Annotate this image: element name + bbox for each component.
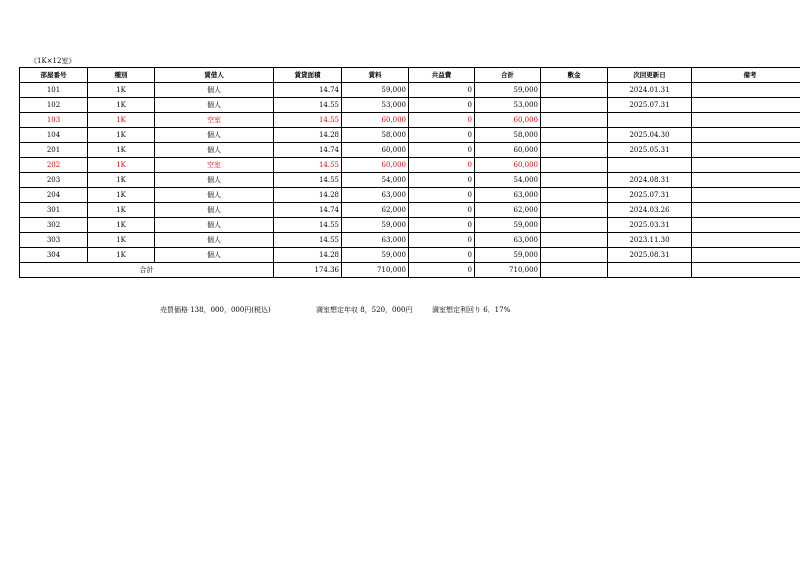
totals-remarks — [692, 263, 800, 278]
cell-room-no: 102 — [20, 98, 88, 113]
cell-remarks — [692, 98, 800, 113]
cell-room-no: 301 — [20, 203, 88, 218]
cell-total: 63,000 — [475, 188, 541, 203]
cell-rent: 58,000 — [342, 128, 409, 143]
cell-rent: 59,000 — [342, 248, 409, 263]
cell-common-fee: 0 — [409, 128, 475, 143]
cell-area: 14.28 — [274, 248, 342, 263]
cell-type: 1K — [88, 233, 155, 248]
totals-common-fee: 0 — [409, 263, 475, 278]
cell-remarks — [692, 218, 800, 233]
cell-tenant: 個人 — [155, 128, 274, 143]
cell-tenant: 個人 — [155, 203, 274, 218]
annual-income: 満室想定年収 8，520，000円 — [316, 306, 413, 314]
cell-total: 58,000 — [475, 128, 541, 143]
cell-next-renewal: 2024.01.31 — [608, 83, 692, 98]
cell-remarks — [692, 158, 800, 173]
totals-next-renewal — [608, 263, 692, 278]
cell-common-fee: 0 — [409, 98, 475, 113]
cell-remarks — [692, 188, 800, 203]
table-row — [20, 233, 800, 248]
cell-type: 1K — [88, 218, 155, 233]
header-common-fee: 共益費 — [409, 68, 475, 83]
table-row — [20, 173, 800, 188]
cell-rent: 63,000 — [342, 233, 409, 248]
cell-deposit — [541, 248, 608, 263]
header-next-renewal: 次回更新日 — [608, 68, 692, 83]
cell-rent: 62,000 — [342, 203, 409, 218]
cell-area: 14.74 — [274, 83, 342, 98]
cell-next-renewal: 2025.07.31 — [608, 98, 692, 113]
cell-type: 1K — [88, 173, 155, 188]
cell-next-renewal: 2025.08.31 — [608, 248, 692, 263]
cell-total: 59,000 — [475, 83, 541, 98]
cell-type: 1K — [88, 188, 155, 203]
cell-tenant: 個人 — [155, 188, 274, 203]
table-row — [20, 188, 800, 203]
cell-room-no: 101 — [20, 83, 88, 98]
cell-type: 1K — [88, 128, 155, 143]
cell-rent: 59,000 — [342, 83, 409, 98]
cell-total: 60,000 — [475, 158, 541, 173]
cell-tenant: 個人 — [155, 173, 274, 188]
cell-area: 14.74 — [274, 143, 342, 158]
cell-next-renewal — [608, 158, 692, 173]
cell-deposit — [541, 173, 608, 188]
cell-deposit — [541, 188, 608, 203]
cell-tenant: 個人 — [155, 98, 274, 113]
cell-deposit — [541, 158, 608, 173]
cell-room-no: 204 — [20, 188, 88, 203]
cell-deposit — [541, 233, 608, 248]
cell-area: 14.55 — [274, 218, 342, 233]
cell-type: 1K — [88, 98, 155, 113]
cell-tenant: 個人 — [155, 83, 274, 98]
cell-deposit — [541, 143, 608, 158]
cell-room-no: 302 — [20, 218, 88, 233]
cell-next-renewal: 2025.04.30 — [608, 128, 692, 143]
table-row — [20, 158, 800, 173]
cell-common-fee: 0 — [409, 218, 475, 233]
cell-room-no: 104 — [20, 128, 88, 143]
cell-deposit — [541, 218, 608, 233]
cell-next-renewal: 2025.03.31 — [608, 218, 692, 233]
cell-total: 54,000 — [475, 173, 541, 188]
cell-area: 14.28 — [274, 128, 342, 143]
table-caption: 《1K×12室》 — [30, 57, 76, 65]
cell-total: 59,000 — [475, 218, 541, 233]
cell-area: 14.55 — [274, 173, 342, 188]
cell-remarks — [692, 173, 800, 188]
cell-tenant: 個人 — [155, 218, 274, 233]
header-row — [20, 68, 800, 83]
cell-common-fee: 0 — [409, 173, 475, 188]
header-deposit: 敷金 — [541, 68, 608, 83]
cell-deposit — [541, 83, 608, 98]
totals-deposit — [541, 263, 608, 278]
cell-remarks — [692, 143, 800, 158]
header-remarks: 備考 — [692, 68, 800, 83]
table-row — [20, 203, 800, 218]
cell-rent: 60,000 — [342, 143, 409, 158]
cell-next-renewal — [608, 113, 692, 128]
cell-common-fee: 0 — [409, 203, 475, 218]
cell-area: 14.55 — [274, 98, 342, 113]
cell-type: 1K — [88, 158, 155, 173]
cell-deposit — [541, 98, 608, 113]
cell-common-fee: 0 — [409, 143, 475, 158]
cell-type: 1K — [88, 83, 155, 98]
cell-remarks — [692, 83, 800, 98]
totals-total: 710,000 — [475, 263, 541, 278]
cell-common-fee: 0 — [409, 158, 475, 173]
cell-common-fee: 0 — [409, 188, 475, 203]
cell-common-fee: 0 — [409, 233, 475, 248]
cell-common-fee: 0 — [409, 83, 475, 98]
cell-type: 1K — [88, 203, 155, 218]
table-body — [20, 83, 800, 263]
cell-remarks — [692, 113, 800, 128]
cell-total: 60,000 — [475, 113, 541, 128]
cell-room-no: 202 — [20, 158, 88, 173]
cell-room-no: 304 — [20, 248, 88, 263]
cell-rent: 59,000 — [342, 218, 409, 233]
cell-area: 14.55 — [274, 158, 342, 173]
cell-deposit — [541, 128, 608, 143]
cell-remarks — [692, 233, 800, 248]
cell-next-renewal: 2025.07.31 — [608, 188, 692, 203]
cell-room-no: 303 — [20, 233, 88, 248]
totals-rent: 710,000 — [342, 263, 409, 278]
totals-row — [20, 263, 800, 278]
cell-deposit — [541, 113, 608, 128]
header-area: 賃貸面積 — [274, 68, 342, 83]
cell-total: 53,000 — [475, 98, 541, 113]
cell-area: 14.28 — [274, 188, 342, 203]
cell-total: 59,000 — [475, 248, 541, 263]
cell-common-fee: 0 — [409, 248, 475, 263]
cell-total: 62,000 — [475, 203, 541, 218]
cell-tenant: 個人 — [155, 248, 274, 263]
cell-next-renewal: 2024.08.31 — [608, 173, 692, 188]
cell-remarks — [692, 203, 800, 218]
table-row — [20, 248, 800, 263]
cell-type: 1K — [88, 248, 155, 263]
cell-next-renewal: 2023.11.30 — [608, 233, 692, 248]
cell-rent: 60,000 — [342, 158, 409, 173]
cell-remarks — [692, 248, 800, 263]
cell-next-renewal: 2024.03.26 — [608, 203, 692, 218]
cell-total: 63,000 — [475, 233, 541, 248]
cell-next-renewal: 2025.05.31 — [608, 143, 692, 158]
cell-area: 14.74 — [274, 203, 342, 218]
cell-type: 1K — [88, 143, 155, 158]
cell-remarks — [692, 128, 800, 143]
cell-deposit — [541, 203, 608, 218]
sale-price: 売買価格 138，000，000円(税込) — [160, 306, 271, 314]
cell-type: 1K — [88, 113, 155, 128]
cell-common-fee: 0 — [409, 113, 475, 128]
cell-rent: 63,000 — [342, 188, 409, 203]
table-row — [20, 83, 800, 98]
cell-tenant: 個人 — [155, 143, 274, 158]
cell-tenant: 個人 — [155, 233, 274, 248]
cell-area: 14.55 — [274, 113, 342, 128]
cell-room-no: 203 — [20, 173, 88, 188]
totals-area: 174.36 — [274, 263, 342, 278]
table-row — [20, 128, 800, 143]
cell-area: 14.55 — [274, 233, 342, 248]
table-row — [20, 98, 800, 113]
cell-rent: 60,000 — [342, 113, 409, 128]
header-total: 合計 — [475, 68, 541, 83]
header-rent: 賃料 — [342, 68, 409, 83]
header-room-no: 部屋番号 — [20, 68, 88, 83]
rent-roll-table — [19, 67, 800, 278]
table-row — [20, 143, 800, 158]
table-row — [20, 218, 800, 233]
cell-room-no: 103 — [20, 113, 88, 128]
header-tenant: 賃借人 — [155, 68, 274, 83]
header-type: 種別 — [88, 68, 155, 83]
table-row — [20, 113, 800, 128]
cell-total: 60,000 — [475, 143, 541, 158]
cell-rent: 53,000 — [342, 98, 409, 113]
cell-tenant: 空室 — [155, 113, 274, 128]
cell-rent: 54,000 — [342, 173, 409, 188]
cell-room-no: 201 — [20, 143, 88, 158]
yield: 満室想定利回り 6．17% — [432, 306, 511, 314]
cell-tenant: 空室 — [155, 158, 274, 173]
totals-label: 合計 — [20, 263, 274, 278]
